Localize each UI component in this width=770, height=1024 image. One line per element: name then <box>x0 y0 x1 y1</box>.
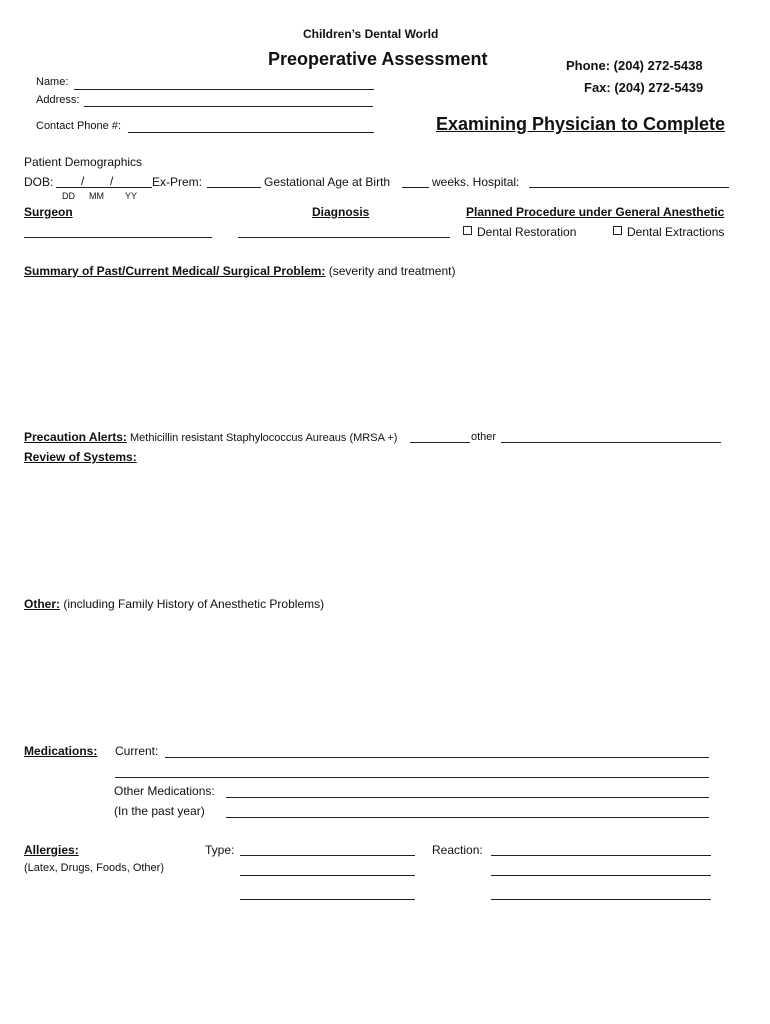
current-label: Current: <box>115 744 159 758</box>
other-area[interactable] <box>24 617 724 737</box>
address-label: Address: <box>36 94 80 106</box>
patient-demographics-heading: Patient Demographics <box>24 155 143 169</box>
diagnosis-field[interactable] <box>238 237 450 238</box>
diagnosis-label: Diagnosis <box>312 205 370 219</box>
allergies-heading: Allergies: <box>24 843 79 857</box>
other-medications-field[interactable] <box>226 797 709 798</box>
current-medications-field-2[interactable] <box>115 777 709 778</box>
mrsa-field[interactable] <box>410 442 470 443</box>
review-of-systems-heading: Review of Systems: <box>24 450 137 464</box>
other-label: other <box>471 431 497 443</box>
checkbox-icon[interactable] <box>463 226 472 235</box>
dental-extractions-option[interactable]: Dental Extractions <box>613 225 724 239</box>
allergy-type-label: Type: <box>205 843 235 857</box>
reaction-field-2[interactable] <box>491 875 711 876</box>
allergy-type-field-3[interactable] <box>240 899 415 900</box>
past-year-label: (In the past year) <box>114 804 205 818</box>
planned-procedure-label: Planned Procedure under General Anesthetic <box>466 205 725 219</box>
reaction-field-3[interactable] <box>491 899 711 900</box>
dob-slash-2: / <box>110 174 114 188</box>
dob-slash-1: / <box>81 174 85 188</box>
form-title: Preoperative Assessment <box>268 49 488 69</box>
current-medications-field[interactable] <box>165 757 709 758</box>
surgeon-field[interactable] <box>24 237 212 238</box>
reaction-label: Reaction: <box>432 843 483 857</box>
phone-number: Phone: (204) 272-5438 <box>566 58 703 73</box>
allergies-subtext: (Latex, Drugs, Foods, Other) <box>24 862 164 874</box>
other-heading: Other: (including Family History of Anesthetic Problems) <box>24 597 325 611</box>
address-field[interactable] <box>84 106 373 107</box>
dob-label: DOB: <box>24 175 54 189</box>
gestational-age-field[interactable] <box>402 187 429 188</box>
summary-heading: Summary of Past/Current Medical/ Surgical Problem: (severity and treatment) <box>24 264 456 278</box>
review-area[interactable] <box>24 470 724 590</box>
ex-prem-field[interactable] <box>207 187 261 188</box>
name-field[interactable] <box>74 89 374 90</box>
precaution-other-field[interactable] <box>501 442 721 443</box>
dd-label: DD <box>62 191 75 201</box>
medications-heading: Medications: <box>24 744 98 758</box>
name-label: Name: <box>36 76 69 88</box>
checkbox-icon[interactable] <box>613 226 622 235</box>
hospital-field[interactable] <box>529 187 729 188</box>
surgeon-label: Surgeon <box>24 205 73 219</box>
allergy-type-field-2[interactable] <box>240 875 415 876</box>
dental-restoration-option[interactable]: Dental Restoration <box>463 225 576 239</box>
contact-phone-label: Contact Phone #: <box>36 120 122 132</box>
mm-label: MM <box>89 191 104 201</box>
allergy-type-field-1[interactable] <box>240 855 415 856</box>
fax-number: Fax: (204) 272-5439 <box>584 80 704 95</box>
dob-field[interactable] <box>56 187 152 188</box>
summary-area[interactable] <box>24 284 724 424</box>
contact-phone-field[interactable] <box>128 132 374 133</box>
ex-prem-label: Ex-Prem: <box>152 175 203 189</box>
examining-physician-heading: Examining Physician to Complete <box>436 114 726 134</box>
hospital-label: weeks. Hospital: <box>432 175 520 189</box>
other-medications-field-2[interactable] <box>226 817 709 818</box>
other-medications-label: Other Medications: <box>114 784 215 798</box>
gestational-age-label: Gestational Age at Birth <box>264 175 391 189</box>
org-name: Children’s Dental World <box>303 27 439 41</box>
reaction-field-1[interactable] <box>491 855 711 856</box>
precaution-alerts-row: Precaution Alerts: Methicillin resistant Staphylococcus Aureaus (MRSA +) <box>24 430 398 444</box>
yy-label: YY <box>125 191 138 201</box>
